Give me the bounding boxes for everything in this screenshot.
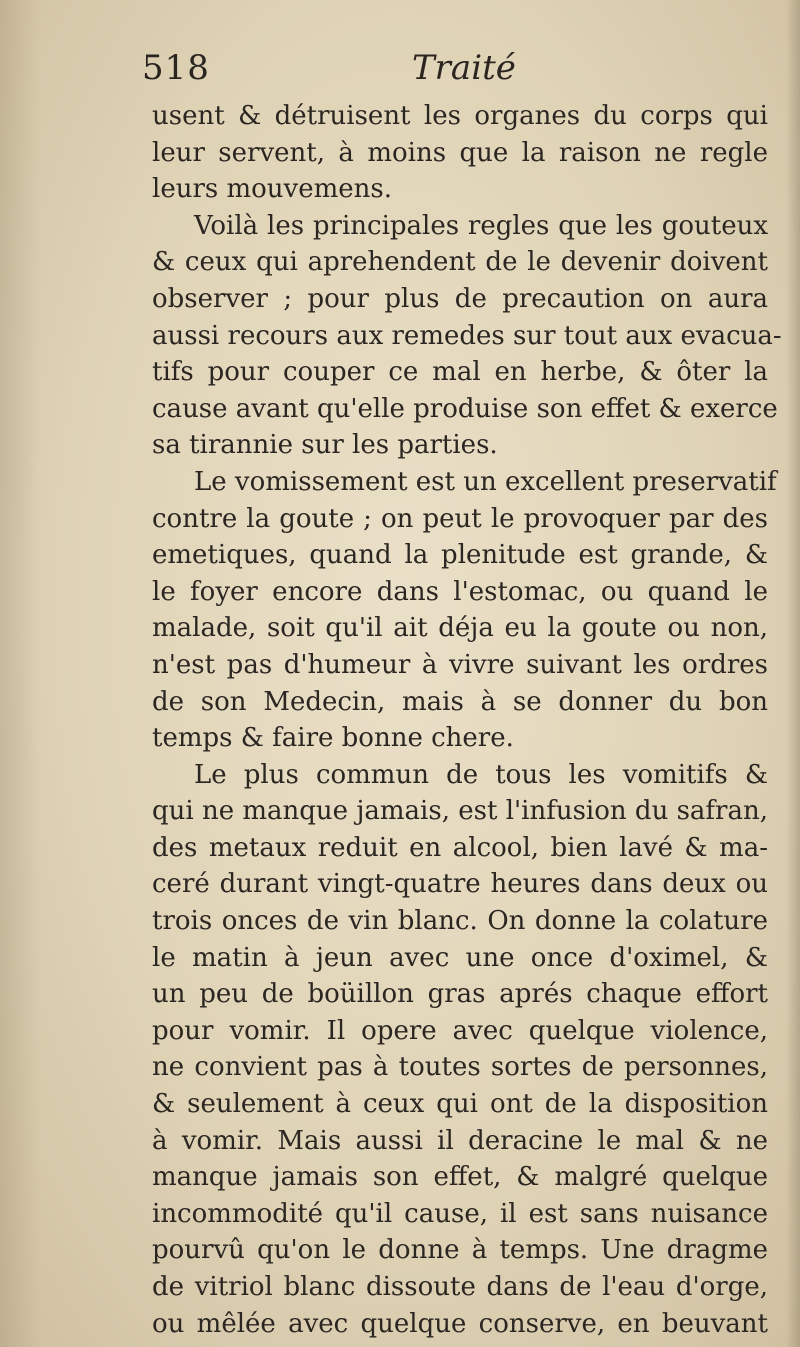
text-line: emetiques, quand la plenitude est grande, & bbox=[152, 540, 768, 571]
text-line: manque jamais son effet, & malgré quelque bbox=[152, 1162, 768, 1193]
text-line: cause avant qu'elle produise son effet & exerce bbox=[152, 393, 778, 424]
body-text bbox=[152, 98, 782, 1342]
text-line: n'est pas d'humeur à vivre suivant les ordres bbox=[152, 649, 768, 680]
text-line: aussi recours aux remedes sur tout aux evacua- bbox=[152, 320, 782, 351]
text-line: leur servent, à moins que la raison ne regle bbox=[152, 137, 768, 168]
text-line: tifs pour couper ce mal en herbe, & ôter la bbox=[152, 357, 768, 388]
text-line: le foyer encore dans l'estomac, ou quand le bbox=[152, 576, 768, 607]
text-line: leurs mouvemens. bbox=[152, 174, 393, 205]
text-line: & seulement à ceux qui ont de la disposition bbox=[152, 1089, 768, 1120]
text-line: de son Medecin, mais à se donner du bon bbox=[152, 686, 768, 717]
text-line: des metaux reduit en alcool, bien lavé & ma- bbox=[152, 832, 768, 863]
text-line: usent & détruisent les organes du corps qui bbox=[152, 101, 768, 131]
page-number: 518 bbox=[142, 48, 210, 88]
text-line: contre la goute ; on peut le provoquer par des bbox=[152, 503, 768, 534]
text-line: & ceux qui aprehendent de le devenir doivent bbox=[152, 247, 768, 278]
text-line: sa tirannie sur les parties. bbox=[152, 430, 498, 461]
text-line: ou mêlée avec quelque conserve, en beuvant bbox=[152, 1308, 768, 1339]
page-left-shadow bbox=[0, 0, 40, 1347]
text-line: temps & faire bonne chere. bbox=[152, 723, 514, 754]
text-line: Le plus commun de tous les vomitifs & bbox=[194, 759, 768, 790]
text-line: trois onces de vin blanc. On donne la colature bbox=[152, 906, 768, 937]
text-line: malade, soit qu'il ait déja eu la goute ou non, bbox=[152, 613, 768, 644]
text-line: Voilà les principales regles que les gouteux bbox=[194, 210, 768, 241]
text-line: Le vomissement est un excellent preservatif bbox=[194, 466, 777, 497]
text-line: incommodité qu'il cause, il est sans nuisance bbox=[152, 1198, 768, 1229]
text-line: à vomir. Mais aussi il deracine le mal & ne bbox=[152, 1125, 768, 1156]
text-line: le matin à jeun avec une once d'oximel, & bbox=[152, 942, 768, 973]
page-right-edge bbox=[786, 0, 800, 1347]
text-line: un peu de boüillon gras aprés chaque effort bbox=[152, 979, 768, 1010]
page-header bbox=[142, 48, 762, 98]
text-line: pour vomir. Il opere avec quelque violence, bbox=[152, 1015, 768, 1046]
text-line: ne convient pas à toutes sortes de personnes, bbox=[152, 1052, 768, 1083]
text-line: pourvû qu'on le donne à temps. Une dragme bbox=[152, 1235, 768, 1266]
text-line: ceré durant vingt-quatre heures dans deux ou bbox=[152, 869, 768, 900]
text-line: qui ne manque jamais, est l'infusion du safran, bbox=[152, 796, 768, 827]
running-title: Traité bbox=[412, 48, 516, 88]
text-line: de vitriol blanc dissoute dans de l'eau d'orge, bbox=[152, 1272, 768, 1302]
text-line: observer ; pour plus de precaution on aura bbox=[152, 283, 768, 314]
